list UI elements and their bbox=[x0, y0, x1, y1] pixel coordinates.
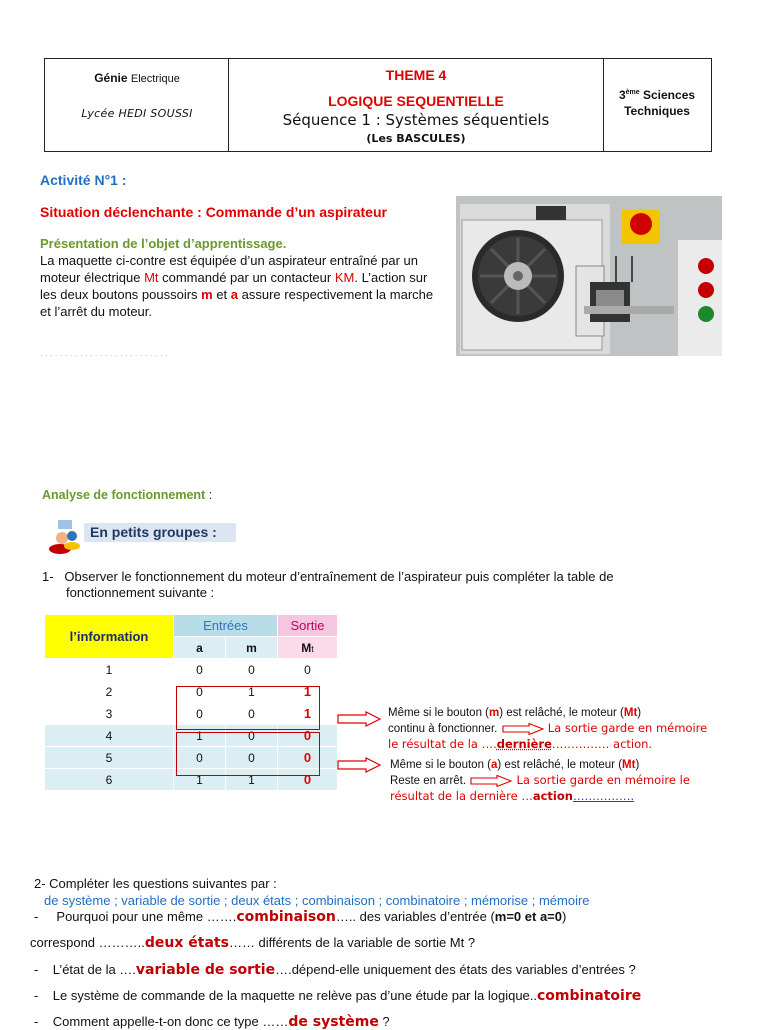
question-2-line-5: - Comment appelle-t-on donc ce type ……de système ? bbox=[34, 1014, 390, 1030]
analysis-title: Analyse de fonctionnement : bbox=[42, 488, 213, 502]
arrow-icon bbox=[501, 723, 545, 735]
note-rows-4-5: Même si le bouton (a) est relâché, le moteur (Mt) Reste en arrêt. La sortie garde en mémoire le résultat de la dernière …action……………. bbox=[390, 759, 690, 803]
class-level: 3ème Sciences Techniques bbox=[618, 88, 696, 118]
vacuum-mockup-photo bbox=[456, 196, 722, 356]
school-name: Lycée HEDI SOUSSI bbox=[81, 107, 193, 120]
group-box-rows-2-3 bbox=[176, 686, 320, 730]
table-row: 4 1 0 0 bbox=[45, 725, 338, 747]
group-work-icon bbox=[44, 518, 84, 554]
sequence-subtitle: (Les BASCULES) bbox=[366, 132, 466, 145]
chapter-title: LOGIQUE SEQUENTIELLE bbox=[328, 93, 504, 109]
table-row: 3 0 0 1 bbox=[45, 703, 338, 725]
header-m: m bbox=[226, 637, 278, 659]
discipline-label: Génie Electrique bbox=[94, 71, 180, 85]
header-entrees: Entrées bbox=[174, 615, 278, 637]
presentation-title: Présentation de l’objet d’apprentissage. bbox=[40, 236, 287, 251]
group-box-rows-4-5 bbox=[176, 732, 320, 776]
arrow-icon bbox=[336, 757, 382, 773]
header-information: l’information bbox=[45, 615, 174, 659]
question-1: 1- Observer le fonctionnement du moteur d’entraînement de l’aspirateur puis compléter la table de fonctionnement suivante : bbox=[42, 569, 614, 600]
question-2-line-4: - Le système de commande de la maquette ne relève pas d’une étude par la logique..combinatoire bbox=[34, 988, 642, 1004]
situation-title: Situation déclenchante : Commande d’un aspirateur bbox=[40, 204, 387, 220]
arrow-icon bbox=[469, 775, 513, 787]
presentation-paragraph: La maquette ci-contre est équipée d’un aspirateur entraîné par un moteur électrique Mt commandé par un contacteur KM. L’action sur les deux boutons poussoirs m et a assure respectivement la marche et l’arrêt du moteur. bbox=[40, 253, 434, 319]
table-row: 2 0 1 1 bbox=[45, 681, 338, 703]
table-row: 1 0 0 0 bbox=[45, 659, 338, 681]
question-2-line-1: - Pourquoi pour une même …….combinaison….. des variables d’entrée (m=0 et a=0) bbox=[34, 909, 567, 925]
question-2-line-2: correspond ………..deux états…… différents de la variable de sortie Mt ? bbox=[30, 935, 476, 951]
table-row: 5 0 0 0 bbox=[45, 747, 338, 769]
header-table bbox=[44, 58, 712, 152]
table-row: 6 1 1 0 bbox=[45, 769, 338, 791]
header-a: a bbox=[174, 637, 226, 659]
note-rows-2-3: Même si le bouton (m) est relâché, le moteur (Mt) continu à fonctionner. La sortie garde en mémoire le résultat de la ….dernière…………… action. bbox=[388, 707, 708, 751]
sequence-title: Séquence 1 : Systèmes séquentiels bbox=[282, 111, 550, 129]
word-bank: de système ; variable de sortie ; deux états ; combinaison ; combinatoire ; mémorise ; mémoire bbox=[44, 893, 590, 908]
activity-title: Activité N°1 : bbox=[40, 172, 127, 188]
arrow-icon bbox=[336, 711, 382, 727]
group-label: En petits groupes : bbox=[90, 524, 217, 540]
header-sortie: Sortie bbox=[278, 615, 338, 637]
theme-title: THEME 4 bbox=[385, 67, 447, 83]
question-2-title: 2- Compléter les questions suivantes par : bbox=[34, 876, 277, 891]
faded-line: . . . . . . . . . . . . . . . . . . . . . . . . . . bbox=[40, 348, 168, 358]
question-2-line-3: - L’état de la ….variable de sortie….dépend-elle uniquement des états des variables d’entrées ? bbox=[34, 962, 636, 978]
header-mt: Mt bbox=[278, 637, 338, 659]
